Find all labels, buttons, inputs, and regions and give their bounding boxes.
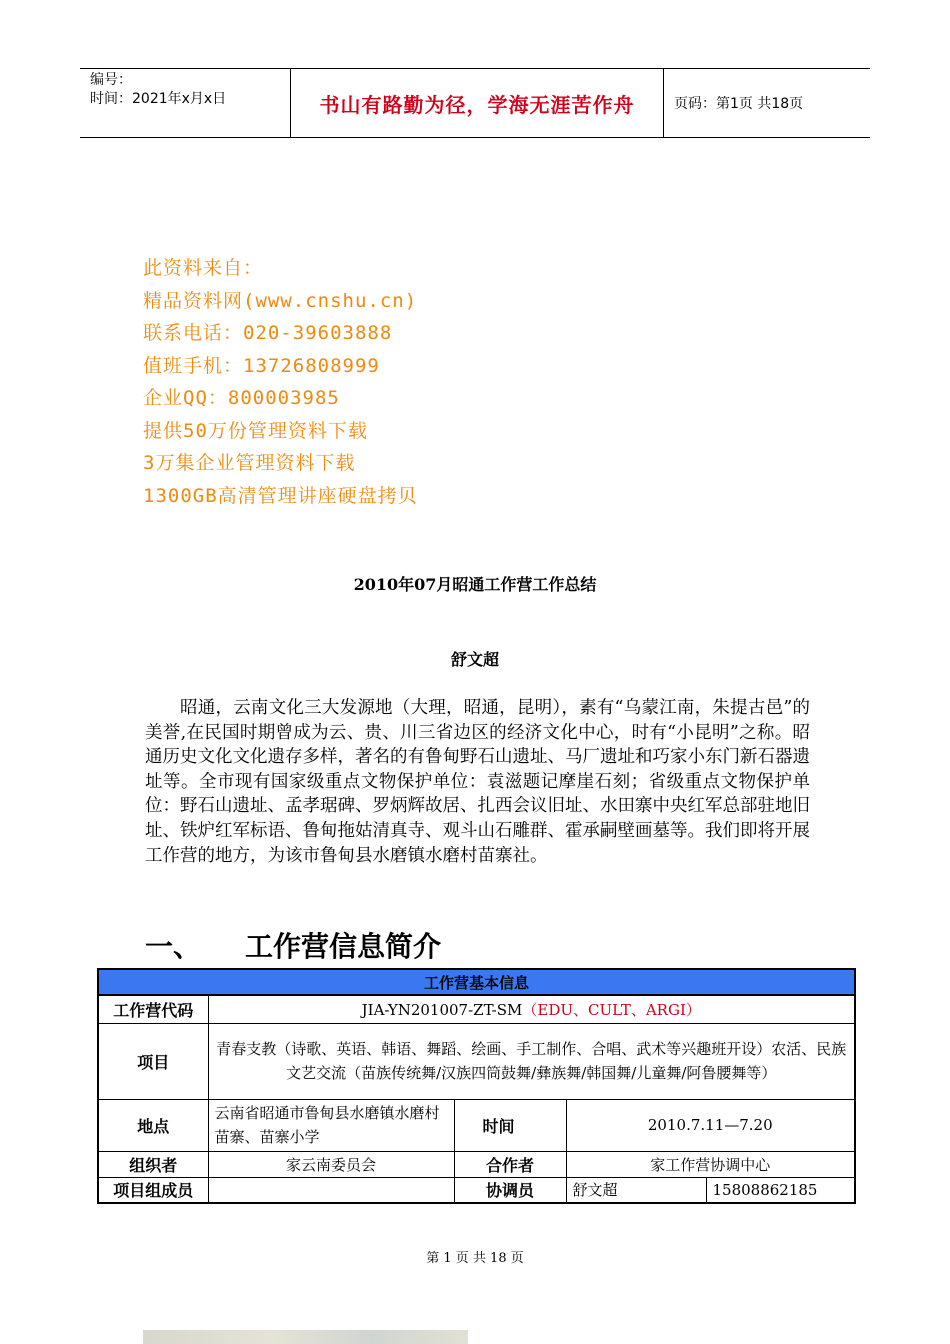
location-value: 云南省昭通市鲁甸县水磨镇水磨村苗寨、苗寨小学 — [208, 1099, 454, 1151]
promo-line: 3万集企业管理资料下载 — [143, 452, 356, 474]
promo-line: 联系电话：020-39603888 — [143, 322, 393, 344]
promo-line: 提供50万份管理资料下载 — [143, 419, 368, 442]
section-title: 工作营信息简介 — [245, 930, 442, 963]
code-value: JIA-YN201007-ZT-SM — [361, 1000, 523, 1019]
section-heading — [145, 925, 441, 965]
promo-line: 精品资料网(www.cnshu.cn) — [143, 289, 418, 312]
organizer-value: 家云南委员会 — [208, 1151, 454, 1177]
code-label: 工作营代码 — [98, 995, 208, 1023]
intro-paragraph: 昭通，云南文化三大发源地（大理，昭通，昆明），素有“乌蒙江南，朱提古邑”的美誉,在民国时期曾成为云、贵、川三省边区的经济文化中心，时有“小昆明”之称。昭通历史文化文化遗存多样，著名的有鲁甸野石山遗址、马厂遗址和巧家小东门新石器遗址等。全市现有国家级重点文物保护单位：袁滋题记摩崖石刻；省级重点文物保护单位：野石山遗址、孟孝琚碑、罗炳辉故居、扎西会议旧址、水田寨中央红军总部驻地旧址、铁炉红军标语、鲁甸拖姑清真寺、观斗山石雕群、霍承嗣壁画墓等。我们即将开展工作营的地方，为该市鲁甸县水磨镇水磨村苗寨社。 — [145, 698, 810, 866]
promo-line: 企业QQ：800003985 — [143, 387, 340, 409]
header-page: 页码：第1页 共18页 — [674, 96, 804, 112]
header-time: 时间：2021年x月x日 — [90, 91, 227, 107]
promo-line: 值班手机：13726808999 — [143, 354, 380, 377]
promo-line: 1300GB高清管理讲座硬盘拷贝 — [143, 484, 418, 507]
partner-label: 合作者 — [454, 1151, 566, 1177]
camp-info-table — [97, 968, 856, 1204]
code-suffix: （EDU、CULT、ARGI） — [522, 1000, 701, 1019]
header-motto: 书山有路勤为径，学海无涯苦作舟 — [290, 69, 664, 137]
time-label: 时间 — [454, 1099, 566, 1151]
table-heading: 工作营基本信息 — [98, 969, 855, 995]
project-value: 青春支教（诗歌、英语、韩语、舞蹈、绘画、手工制作、合唱、武术等兴趣班开设）农活、民族文艺交流（苗族传统舞/汉族四筒鼓舞/彝族舞/韩国舞/儿童舞/阿鲁腰舞等） — [208, 1023, 855, 1099]
members-label: 项目组成员 — [98, 1177, 208, 1203]
coordinator-name: 舒文超 — [566, 1177, 706, 1203]
location-label: 地点 — [98, 1099, 208, 1151]
code-cell — [208, 995, 855, 1023]
page-header — [80, 68, 870, 138]
section-number: 一、 — [145, 930, 202, 963]
document-author: 舒文超 — [450, 650, 499, 669]
document-title: 2010年07月昭通工作营工作总结 — [353, 575, 597, 594]
time-value: 2010.7.11—7.20 — [566, 1099, 855, 1151]
header-meta — [80, 69, 290, 137]
promo-line: 此资料来自： — [143, 257, 264, 279]
page-footer: 第 1 页 共 18 页 — [426, 1251, 524, 1266]
header-number: 编号： — [90, 72, 132, 88]
promo-block — [143, 252, 418, 512]
coordinator-label: 协调员 — [454, 1177, 566, 1203]
members-value — [208, 1177, 454, 1203]
organizer-label: 组织者 — [98, 1151, 208, 1177]
coordinator-phone: 15808862185 — [706, 1177, 855, 1203]
partner-value: 家工作营协调中心 — [566, 1151, 855, 1177]
map-image-fragment — [143, 1330, 468, 1344]
project-label: 项目 — [98, 1023, 208, 1099]
